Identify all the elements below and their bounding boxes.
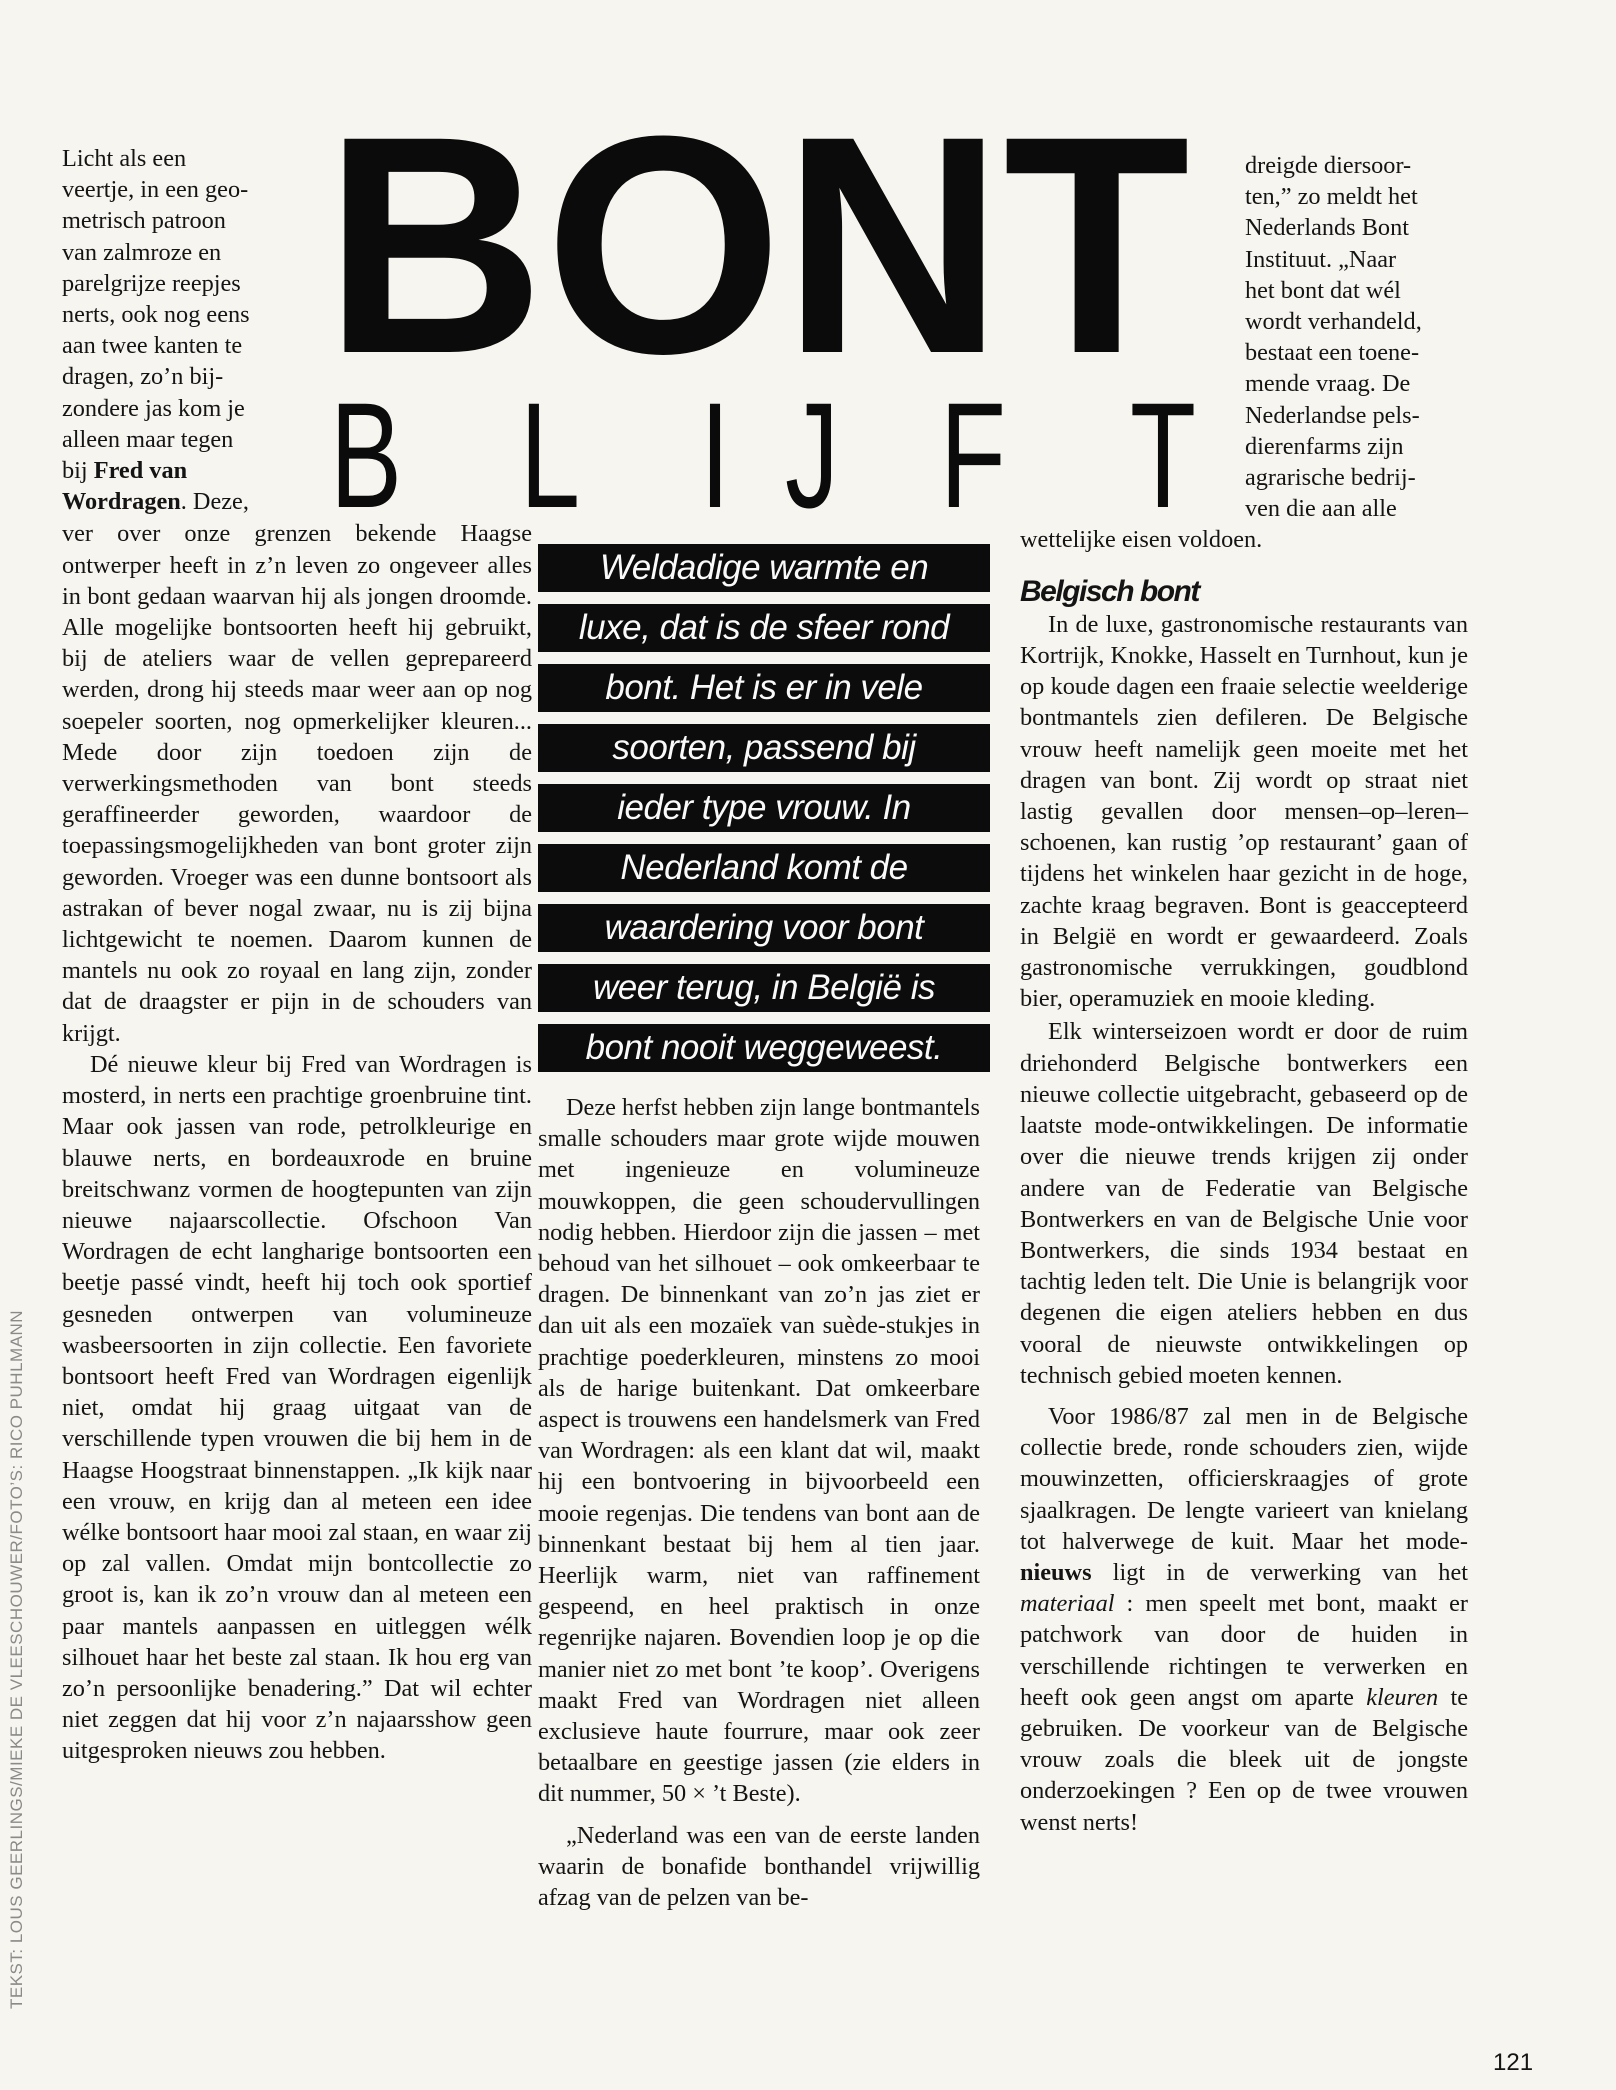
pull-quote-line: luxe, dat is de sfeer rond [538,604,990,652]
lead-text: Licht als een veertje, in een geo- metrisch patroon van zalmroze en parelgrijze reepjes nerts, ook nog eens aan twee kanten te dragen, zo’n bij- zondere jas kom je alleen maar tegen bij [62,145,250,485]
pull-quote-line: Weldadige warmte en [538,544,990,592]
col3-p3-text-d: te gebruiken. De voorkeur van de Belgische vrouw zoals die bleek uit de jongste onderzoekingen ? Een op de twee vrouwen wenst nerts! [1020,1683,1468,1836]
pull-quote-line: ieder type vrouw. In [538,784,990,832]
col3-top-narrow: dreigde diersoor- ten,” zo meldt het Nederlands Bont Instituut. „Naar het bont dat wél wordt verhandeld, bestaat een toene- mende vraag. De Nederlandse pels- dierenfarms zijn agrarische bedrij- ven die aan alle [1245,152,1422,523]
col3-paragraph-2: Elk winterseizoen wordt er door de ruim driehonderd Belgische bontwerkers een nieuwe collectie uitgebracht, gebaseerd op de laatste mode-ontwikkelingen. De informatie over die nieuwe trends krijgen zij onder andere van de Federatie van Belgische Bontwerkers en van de Belgische Unie voor Bontwerkers, die sinds 1934 bestaat en tachtig leden telt. Die Unie is belangrijk voor degenen die eigen ateliers hebben en dus vooral de nieuwste ontwikkelingen op technisch gebied moeten kennen. [1020,1018,1468,1389]
col1-paragraph-2: Dé nieuwe kleur bij Fred van Wordragen is mosterd, in nerts een prachtige groenbruine tint. Maar ook jassen van rode, petrolkleurige en blauwe nerts, en bordeauxrode en bruine breitschwanz vormen de hoogtepunten van zijn nieuwe najaarscollectie. Ofschoon Van Wordragen de echt langharige bontsoorten een beetje passé vindt, heeft hij toch ook sportief gesneden ontwerpen van volumineuze wasbeersoorten in zijn collectie. Een favoriete bontsoort heeft Fred van Wordragen eigenlijk niet, omdat hij graag uitgaat van de verschillende typen vrouwen die bij hem in de Haagse Hoogstraat binnenstappen. „Ik kijk naar een vrouw, en krijg dan al meteen een idee wélke bontsoort haar mooi zal staan, en waar zij op zal vallen. Omdat mijn bontcollectie zo groot is, kan ik zo’n vrouw dan al meteen een paar mantels aanpassen en uitleggen wélk silhouet haar het beste zal staan. Ik hou erg van zo’n persoonlijke benadering.” Dat wil echter niet zeggen dat hij voor z’n najaarsshow geen uitgesproken nieuws zou hebben. [62,1050,532,1765]
title-blijft-letter: L [520,371,581,539]
pull-quote-line: Nederland komt de [538,844,990,892]
col3-p3-text-b: ligt in de verwerking van het [1091,1558,1468,1586]
col3-paragraph-1: In de luxe, gastronomische restaurants van Kortrijk, Knokke, Hasselt en Turnhout, kun je op koude dagen een fraaie selectie weelderige bontmantels zien defileren. De Belgische vrouw heeft namelijk geen moeite met het dragen van bont. Zij wordt op straat niet lastig gevallen door mensen–op–leren–schoenen, kan rustig ’op restaurant’ gaan of tijdens het winkelen haar gezicht in de hoge, zachte kraag begraven. Bont is geaccepteerd in België en wordt er gewaardeerd. Zoals gastronomische verrukkingen, goudblond bier, operamuziek en mooie kleding. [1020,610,1468,1013]
pull-quote-line: soorten, passend bij [538,724,990,772]
designer-name: Fred van Wordragen [62,457,188,516]
col2-paragraph-2: „Nederland was een van de eerste landen waarin de bonafide bonthandel vrijwillig afzag van de pelzen van be- [538,1821,980,1912]
title-blijft-letter: J [785,371,839,539]
col3-p3-italic-1: materiaal [1020,1590,1115,1618]
page-number: 121 [1493,2049,1534,2076]
lead-paragraph [62,143,284,517]
photo-credit: TEKST: LOUS GEERLINGS/MIEKE DE VLEESCHOUWER/FOTO’S: RICO PUHLMANN [7,1309,26,2009]
title-blijft-letter: B [330,371,403,539]
col3-top-last-line: wettelijke eisen voldoen. [1020,526,1263,554]
col1-paragraph-1: ver over onze grenzen bekende Haagse ontwerper heeft in z’n leven zo ongeveer alles in bont gedaan waarvan hij als jongen droomde. Alle mogelijke bontsoorten heeft hij gebruikt, bij de ateliers waar de vellen geprepareerd werden, drong hij steeds maar weer aan op nog soepeler soorten, nog opmerkelijker kleuren... Mede door zijn toedoen zijn de verwerkingsmethoden van bont steeds geraffineerder geworden, waardoor de toepassingsmogelijkheden van bont groter zijn geworden. Vroeger was een dunne bontsoort als astrakan of bever nogal zwaar, nu is zij bijna lichtgewicht te noemen. Daarom kunnen de mantels nu ook zo royaal en lang zijn, zonder dat de draagster er pijn in de schouders van krijgt. [62,520,532,1047]
pull-quote-line: weer terug, in België is [538,964,990,1012]
title-blijft-letter: F [940,371,1006,539]
pull-quote [538,544,990,1084]
title-blijft-letter: T [1130,371,1196,539]
lead-tail: . Deze, [180,488,249,516]
col2-paragraph-1: Deze herfst hebben zijn lange bontmantels smalle schouders maar grote wijde mouwen met ingenieuze en volumineuze mouwkoppen, die geen schoudervullingen nodig hebben. Hierdoor zijn die jassen – met behoud van het silhouet – ook omkeerbaar te dragen. De binnenkant van zo’n jas ziet er dan uit als een mozaïek van suède-stukjes in prachtige poederkleuren, minstens zo mooi als de harige buitenkant. Dat omkeerbare aspect is trouwens een handelsmerk van Fred van Wordragen: als een klant dat wil, maakt hij een bontvoering in bijvoorbeeld een mooie regenjas. Die tendens van bont aan de binnenkant bestaat bij hem al tien jaar. Heerlijk warm, niet van raffinement gespeend, en heel praktisch in onze regenrijke najaren. Bovendien loop je op die manier niet zo met bont ’te koop’. Overigens maakt Fred van Wordragen niet alleen exclusieve haute fourrure, maar ook zeer betaalbare en geestige jassen (zie elders in dit nummer, 50 × ’t Beste). [538,1094,980,1808]
title-bont-text: BONT [324,128,1190,364]
subheading-belgisch-bont: Belgisch bont [1020,574,1199,608]
column-1 [62,143,532,1767]
column-3 [1020,150,1468,1838]
col3-p3-italic-2: kleuren [1366,1683,1439,1711]
title-blijft-letter: I [700,371,731,539]
column-2 [538,1092,980,1913]
col3-p3-bold: nieuws [1020,1558,1092,1586]
pull-quote-line: bont nooit weggeweest. [538,1024,990,1072]
col3-p3-text-a: Voor 1986/87 zal men in de Belgische collectie brede, ronde schouders zien, wijde mouwinzetten, officierskraagjes of grote sjaalkragen. De lengte varieert van knielang tot halverwege de kuit. Maar het mode- [1020,1402,1468,1555]
pull-quote-line: bont. Het is er in vele [538,664,990,712]
col3-p3-text-c: : men speelt met bont, maakt er patchwork van door de huiden in verschillende richtingen te verwerken en heeft ook geen angst om aparte [1020,1590,1468,1711]
pull-quote-line: waardering voor bont [538,904,990,952]
col3-paragraph-3 [1020,1401,1468,1838]
